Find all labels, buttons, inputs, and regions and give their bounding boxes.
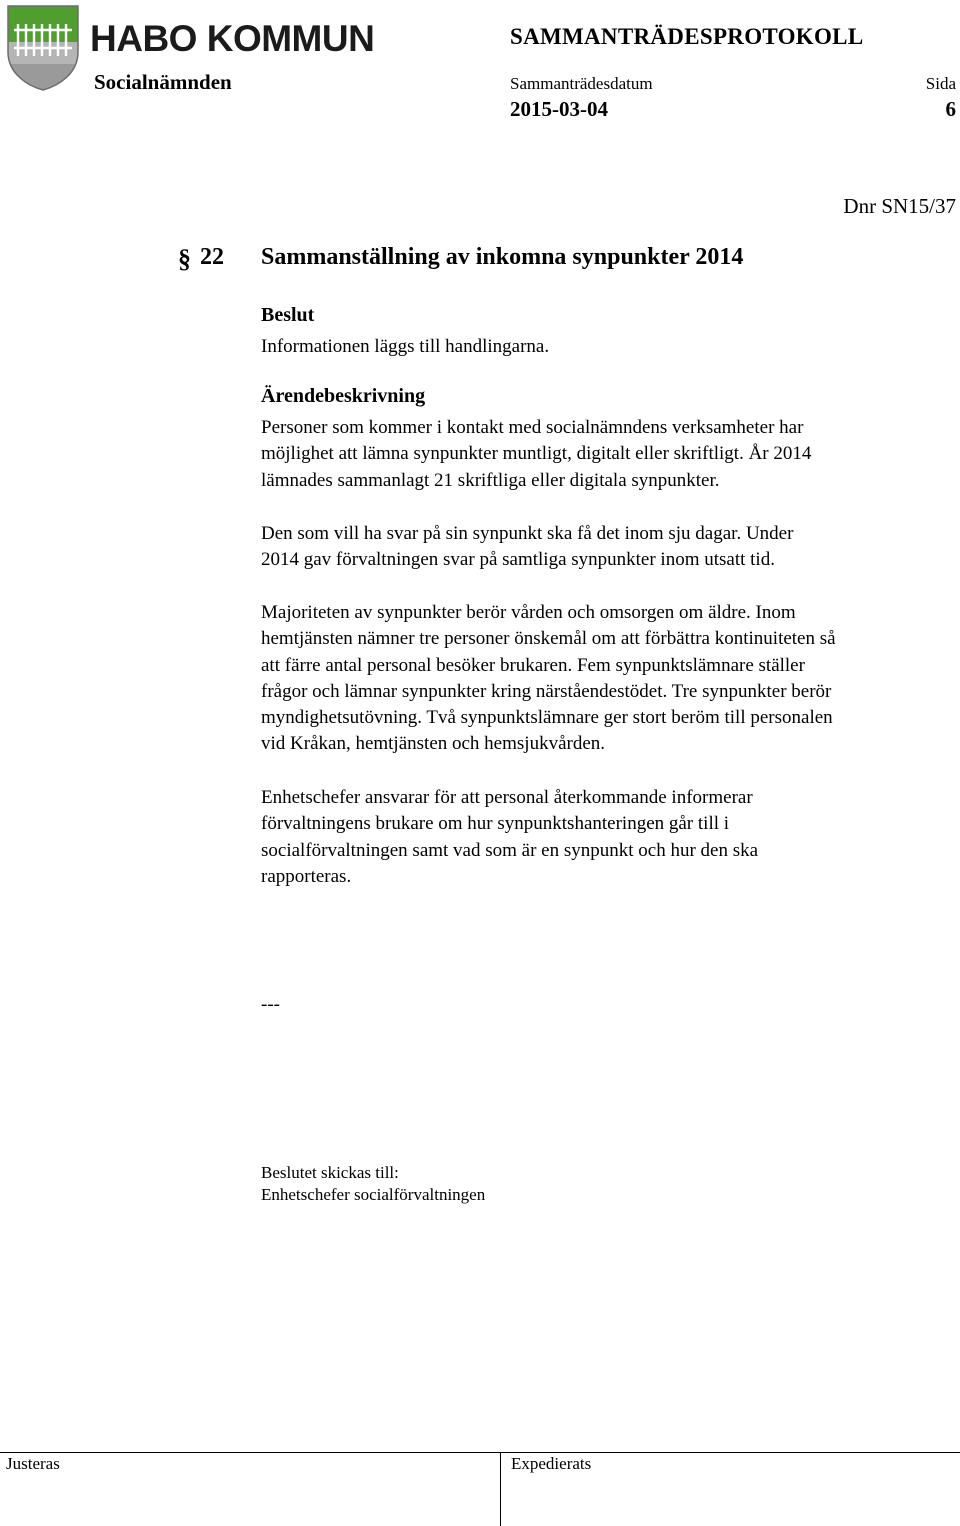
paragraph-line: Den som vill ha svar på sin synpunkt ska få det inom sju dagar. Under xyxy=(261,523,794,544)
footer-expedierats-label: Expedierats xyxy=(511,1454,592,1473)
paragraph-line: vid Kråkan, hemtjänsten och hemsjukvården. xyxy=(261,733,606,755)
description-paragraph xyxy=(261,415,960,494)
decision-text: Informationen läggs till handlingarna. xyxy=(261,336,550,357)
footer-divider xyxy=(500,1452,501,1526)
paragraph-line: hemtjänsten nämner tre personer önskemål om att förbättra kontinuiteten så xyxy=(261,628,836,650)
description-heading: Ärendebeskrivning xyxy=(261,385,426,407)
committee-name: Socialnämnden xyxy=(94,70,232,94)
paragraph-line: lämnades sammanlagt 21 skriftliga eller digitala synpunkter. xyxy=(261,469,720,491)
page-label: Sida xyxy=(925,74,956,93)
page-number: 6 xyxy=(945,97,956,121)
paragraph-line: rapporteras. xyxy=(261,865,352,887)
paragraph-line: socialförvaltningen samt vad som är en synpunkt och hur den ska xyxy=(261,839,759,861)
description-paragraph xyxy=(261,521,960,574)
sent-to-label: Beslutet skickas till: xyxy=(261,1163,399,1182)
document-type: SAMMANTRÄDESPROTOKOLL xyxy=(510,24,864,49)
footer-justeras-label: Justeras xyxy=(6,1454,60,1473)
paragraph-line: myndighetsutövning. Två synpunktslämnare ger stort beröm till personalen xyxy=(261,707,833,729)
habo-kommun-coat-of-arms-icon xyxy=(6,4,80,92)
paragraph-line: Majoriteten av synpunkter berör vården och omsorgen om äldre. Inom xyxy=(261,602,796,623)
sent-to-recipient: Enhetschefer socialförvaltningen xyxy=(261,1185,486,1204)
paragraph-line: 2014 gav förvaltningen svar på samtliga synpunkter inom utsatt tid. xyxy=(261,549,775,571)
section-number: 22 xyxy=(200,244,224,270)
meeting-date-label: Sammanträdesdatum xyxy=(510,74,653,93)
paragraph-line: Enhetschefer ansvarar för att personal återkommande informerar xyxy=(261,787,753,808)
meeting-date: 2015-03-04 xyxy=(510,97,608,121)
description-paragraph xyxy=(261,785,960,890)
logo-text: HABO KOMMUN xyxy=(90,18,375,59)
decision-heading: Beslut xyxy=(261,304,315,326)
description-paragraph xyxy=(261,600,960,758)
paragraph-line: att färre antal personal besöker brukaren. Fem synpunktslämnare ställer xyxy=(261,654,805,676)
paragraph-line: frågor och lämnar synpunkter kring närståendestödet. Tre synpunkter berör xyxy=(261,680,832,702)
paragraph-line: möjlighet att lämna synpunkter muntligt, digitalt eller skriftligt. År 2014 xyxy=(261,443,812,465)
registration-number: Dnr SN15/37 xyxy=(843,194,956,218)
section-title: Sammanställning av inkomna synpunkter 2014 xyxy=(261,244,744,270)
paragraph-sign: § xyxy=(178,244,191,273)
separator-text: --- xyxy=(261,994,280,1015)
paragraph-line: Personer som kommer i kontakt med socialnämndens verksamheter har xyxy=(261,417,804,438)
paragraph-line: förvaltningens brukare om hur synpunktshanteringen går till i xyxy=(261,813,730,835)
footer-rule xyxy=(0,1452,960,1453)
